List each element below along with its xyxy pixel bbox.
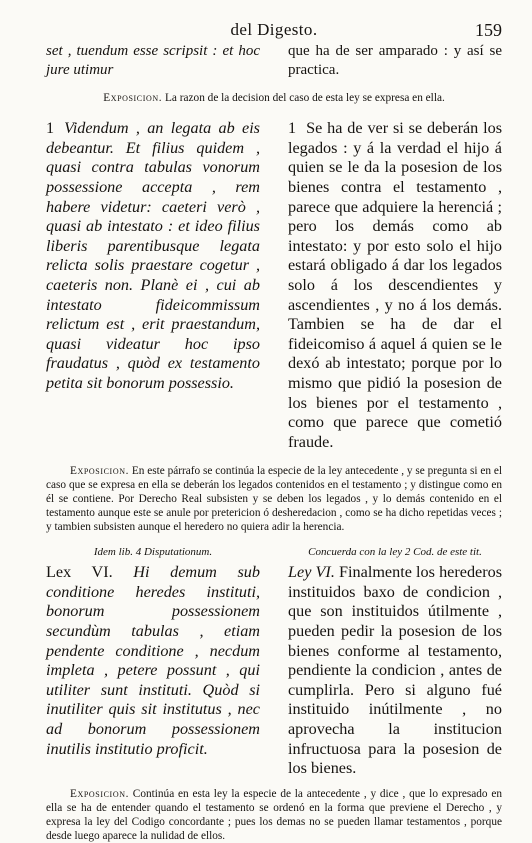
latin-continuation: set , tuendum esse scripsit : et hoc jure utimur — [46, 43, 260, 78]
lex-6 — [46, 563, 502, 779]
running-header — [46, 16, 502, 42]
running-title: del Digesto. — [230, 20, 318, 39]
continuation-block — [46, 42, 502, 79]
exposicion-text: Continúa en esta ley la especie de la antecedente , y dice , que lo expresado en ella se ha de entender quando el testamento se ordenó en la forma que previene el Derecho , y expresa la ley del Codigo concordante ; pues los demas no se pueden llamar testamentos , porque desde luego aparece la nulidad de ellos. — [46, 787, 502, 842]
spanish-text: Finalmente los herederos instituidos baxo de condicion , que son instituidos útilmente , pueden pedir la posesion de los bienes conforme al testamento, pendiente la condicion , antes de cumplirla. Pero si alguno fué instituido inútilmente , no aprovecha la institucion infructuosa para la posesion de los bienes. — [288, 563, 503, 778]
spanish-source-line: Concuerda con la ley 2 Cod. de este tit. — [308, 546, 482, 559]
latin-paragraph-1 — [46, 119, 260, 452]
lex-label: Lex VI. — [46, 563, 113, 582]
paragraph-1 — [46, 119, 502, 452]
exposicion-note-3 — [46, 787, 502, 843]
exposicion-label: Exposicion. — [70, 787, 129, 800]
latin-source-line: Idem lib. 4 Disputationum. — [93, 546, 213, 559]
spanish-text: Se ha de ver si se deberán los legados : y á la verdad el hijo á quien se le da la posesion de los bienes contra el testamento , parece que adquiere la herenciá ; pero los demás como ab intestato: y por esto solo el hijo estará obligado á dar los legados solo á los descendientes y ascendientes , y no á los demás. Tambien se ha de dar el fideicomiso á aquel á quien se le dexó ab intestato; porque por lo mismo que pidió la posesion de los bienes por el testamento , como que parece que cometió fraude. — [288, 119, 502, 451]
exposicion-text: La razon de la decision del caso de esta ley se expresa en ella. — [165, 92, 445, 105]
latin-text: Videndum , an legata ab eis debeantur. Et filius quidem , quasi contra tabulas vonorum possessione accepta , rem habere videtur: caeteri verò , quasi ab intestato : et ideo filius liberis parentibusque legata relicta solis praestare cogetur , caeteris non. Planè ei , cui ab intestato fideicommissum relictum est , erit praestandum, quasi videatur hoc ipso fraudatus , quòd ex testamento petita sit bonorum possessio. — [46, 119, 260, 392]
exposicion-note-2 — [46, 464, 502, 534]
latin-lex-6 — [46, 563, 260, 779]
paragraph-number: 1 — [288, 119, 297, 138]
latin-text: Hi demum sub conditione heredes instituti, bonorum possessionem secundùm tabulas , etiam pendente conditione , necdum impleta , petere possunt , qui utiliter sunt instituti. Quòd si inutiliter quis sit institutus , nec ad bonorum possessionem inutilis institutio proficit. — [46, 563, 260, 758]
spanish-ley-6 — [288, 563, 502, 779]
ley-label: Ley VI. — [288, 563, 335, 582]
exposicion-label: Exposicion. — [70, 465, 129, 478]
source-lines — [46, 546, 502, 558]
paragraph-number: 1 — [46, 119, 55, 138]
spanish-paragraph-1 — [288, 119, 502, 452]
exposicion-text: En este párrafo se continúa la especie de la ley antecedente , y se pregunta si en el caso que se expresa en ella se deberán los legados contenidos en el testamento ; y distingue como en él se contiene. Por Derecho Real subsisten y se deben los legados , y lo demás contenido en el testamento aunque este se anule por pretericion ó desheredacion , como se ha dicho repetidas veces ; y tambien subsisten aunque el heredero no quiera adir la herencia. — [46, 465, 502, 534]
spanish-continuation: que ha de ser amparado : y así se practica. — [288, 43, 502, 78]
exposicion-label: Exposicion. — [103, 92, 163, 105]
exposicion-note-1 — [46, 91, 502, 105]
page-number: 159 — [475, 20, 502, 40]
